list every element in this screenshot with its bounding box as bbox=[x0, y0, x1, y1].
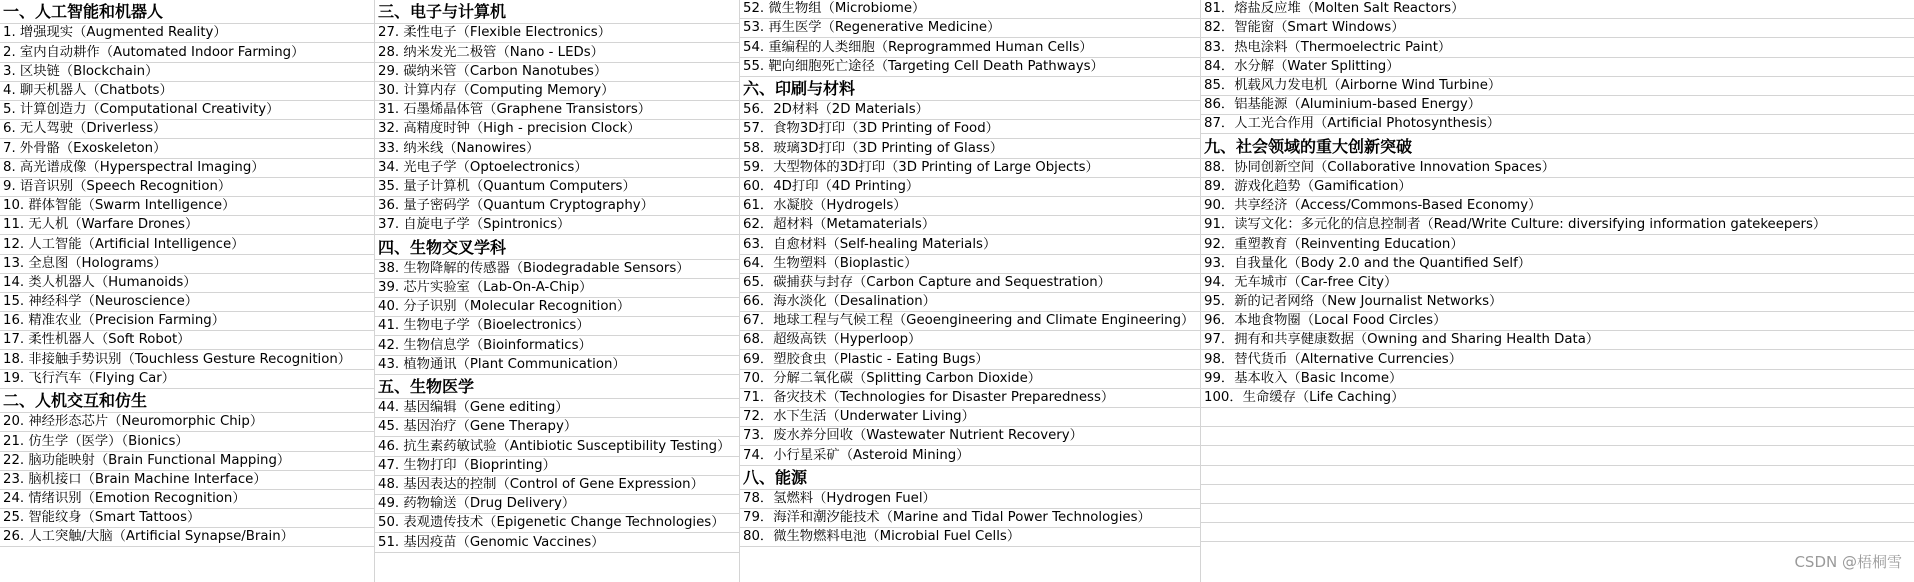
list-item: 22. 脑功能映射（Brain Functional Mapping） bbox=[0, 452, 374, 471]
list-item: 69．塑胶食虫（Plastic - Eating Bugs） bbox=[740, 350, 1200, 369]
list-item: 65．碳捕获与封存（Carbon Capture and Sequestration） bbox=[740, 274, 1200, 293]
list-item: 74．小行星采矿（Asteroid Mining） bbox=[740, 446, 1200, 465]
list-item: 78．氢燃料（Hydrogen Fuel） bbox=[740, 490, 1200, 509]
list-item: 23. 脑机接口（Brain Machine Interface） bbox=[0, 471, 374, 490]
list-item: 28. 纳米发光二极管（Nano - LEDs） bbox=[375, 43, 739, 62]
list-item: 53. 再生医学（Regenerative Medicine） bbox=[740, 19, 1200, 38]
list-item: 87．人工光合作用（Artificial Photosynthesis） bbox=[1201, 115, 1914, 134]
list-item: 8. 高光谱成像（Hyperspectral Imaging） bbox=[0, 159, 374, 178]
section-heading: 六、印刷与材料 bbox=[740, 77, 1200, 101]
section-heading: 二、人机交互和仿生 bbox=[0, 389, 374, 413]
list-item: 54. 重编程的人类细胞（Reprogrammed Human Cells） bbox=[740, 38, 1200, 57]
list-item: 72．水下生活（Underwater Living） bbox=[740, 408, 1200, 427]
list-item: 70．分解二氧化碳（Splitting Carbon Dioxide） bbox=[740, 370, 1200, 389]
list-item: 26. 人工突触/大脑（Artificial Synapse/Brain） bbox=[0, 528, 374, 547]
list-item: 86．铝基能源（Aluminium-based Energy） bbox=[1201, 96, 1914, 115]
list-item: 34. 光电子学（Optoelectronics） bbox=[375, 159, 739, 178]
section-heading: 九、社会领域的重大创新突破 bbox=[1201, 134, 1914, 158]
section-heading: 八、能源 bbox=[740, 466, 1200, 490]
list-item: 67．地球工程与气候工程（Geoengineering and Climate Engineering） bbox=[740, 312, 1200, 331]
list-item: 18. 非接触手势识别（Touchless Gesture Recognition） bbox=[0, 350, 374, 369]
list-item: 89．游戏化趋势（Gamification） bbox=[1201, 178, 1914, 197]
section-heading: 一、人工智能和机器人 bbox=[0, 0, 374, 24]
list-item: 64．生物塑料（Bioplastic） bbox=[740, 255, 1200, 274]
list-item: 59．大型物体的3D打印（3D Printing of Large Objects） bbox=[740, 159, 1200, 178]
list-item: 96．本地食物圈（Local Food Circles） bbox=[1201, 312, 1914, 331]
list-item: 25. 智能纹身（Smart Tattoos） bbox=[0, 509, 374, 528]
list-item: 30. 计算内存（Computing Memory） bbox=[375, 82, 739, 101]
empty-cell bbox=[1201, 504, 1914, 523]
list-item: 52. 微生物组（Microbiome） bbox=[740, 0, 1200, 19]
list-item: 55. 靶向细胞死亡途径（Targeting Cell Death Pathways） bbox=[740, 58, 1200, 77]
list-item: 42. 生物信息学（Bioinformatics） bbox=[375, 336, 739, 355]
empty-cell bbox=[1201, 466, 1914, 485]
list-item: 92．重塑教育（Reinventing Education） bbox=[1201, 235, 1914, 254]
list-item: 4. 聊天机器人（Chatbots） bbox=[0, 82, 374, 101]
column-2 bbox=[375, 0, 740, 582]
list-item: 63．自愈材料（Self-healing Materials） bbox=[740, 235, 1200, 254]
list-item: 29. 碳纳米管（Carbon Nanotubes） bbox=[375, 63, 739, 82]
list-item: 5. 计算创造力（Computational Creativity） bbox=[0, 101, 374, 120]
empty-cell bbox=[1201, 485, 1914, 504]
list-item: 99．基本收入（Basic Income） bbox=[1201, 370, 1914, 389]
list-item: 58．玻璃3D打印（3D Printing of Glass） bbox=[740, 139, 1200, 158]
list-item: 36. 量子密码学（Quantum Cryptography） bbox=[375, 197, 739, 216]
list-item: 62．超材料（Metamaterials） bbox=[740, 216, 1200, 235]
list-item: 79．海洋和潮汐能技术（Marine and Tidal Power Technologies） bbox=[740, 509, 1200, 528]
list-item: 40. 分子识别（Molecular Recognition） bbox=[375, 298, 739, 317]
list-item: 39. 芯片实验室（Lab-On-A-Chip） bbox=[375, 279, 739, 298]
list-item: 93．自我量化（Body 2.0 and the Quantified Self） bbox=[1201, 255, 1914, 274]
watermark: CSDN @梧桐雪 bbox=[1794, 553, 1902, 571]
list-item: 12. 人工智能（Artificial Intelligence） bbox=[0, 235, 374, 254]
list-item: 13. 全息图（Holograms） bbox=[0, 255, 374, 274]
empty-cell bbox=[1201, 408, 1914, 427]
list-item: 84．水分解（Water Splitting） bbox=[1201, 58, 1914, 77]
list-item: 100．生命缓存（Life Caching） bbox=[1201, 389, 1914, 408]
list-item: 17. 柔性机器人（Soft Robot） bbox=[0, 331, 374, 350]
list-item: 41. 生物电子学（Bioelectronics） bbox=[375, 317, 739, 336]
list-item: 73．废水养分回收（Wastewater Nutrient Recovery） bbox=[740, 427, 1200, 446]
list-item: 9. 语音识别（Speech Recognition） bbox=[0, 178, 374, 197]
column-3 bbox=[740, 0, 1201, 582]
list-item: 19. 飞行汽车（Flying Car） bbox=[0, 370, 374, 389]
list-item: 43. 植物通讯（Plant Communication） bbox=[375, 356, 739, 375]
section-heading: 五、生物医学 bbox=[375, 375, 739, 399]
list-item: 95．新的记者网络（New Journalist Networks） bbox=[1201, 293, 1914, 312]
list-item: 80．微生物燃料电池（Microbial Fuel Cells） bbox=[740, 528, 1200, 547]
list-item: 47. 生物打印（Bioprinting） bbox=[375, 457, 739, 476]
list-item: 33. 纳米线（Nanowires） bbox=[375, 139, 739, 158]
list-item: 38. 生物降解的传感器（Biodegradable Sensors） bbox=[375, 260, 739, 279]
list-item: 88．协同创新空间（Collaborative Innovation Spaces） bbox=[1201, 159, 1914, 178]
list-item: 20. 神经形态芯片（Neuromorphic Chip） bbox=[0, 413, 374, 432]
list-item: 45. 基因治疗（Gene Therapy） bbox=[375, 418, 739, 437]
list-item: 16. 精准农业（Precision Farming） bbox=[0, 312, 374, 331]
list-item: 7. 外骨骼（Exoskeleton） bbox=[0, 139, 374, 158]
list-item: 15. 神经科学（Neuroscience） bbox=[0, 293, 374, 312]
list-item: 71．备灾技术（Technologies for Disaster Preparedness） bbox=[740, 389, 1200, 408]
list-item: 81．熔盐反应堆（Molten Salt Reactors） bbox=[1201, 0, 1914, 19]
list-item: 2. 室内自动耕作（Automated Indoor Farming） bbox=[0, 43, 374, 62]
list-item: 50. 表观遗传技术（Epigenetic Change Technologies） bbox=[375, 514, 739, 533]
list-item: 97．拥有和共享健康数据（Owning and Sharing Health Data） bbox=[1201, 331, 1914, 350]
list-item: 6. 无人驾驶（Driverless） bbox=[0, 120, 374, 139]
column-1 bbox=[0, 0, 375, 582]
list-item: 56．2D材料（2D Materials） bbox=[740, 101, 1200, 120]
list-item: 37. 自旋电子学（Spintronics） bbox=[375, 216, 739, 235]
list-item: 32. 高精度时钟（High - precision Clock） bbox=[375, 120, 739, 139]
section-heading: 四、生物交叉学科 bbox=[375, 235, 739, 259]
list-item: 98．替代货币（Alternative Currencies） bbox=[1201, 350, 1914, 369]
list-item: 35. 量子计算机（Quantum Computers） bbox=[375, 178, 739, 197]
list-item: 44. 基因编辑（Gene editing） bbox=[375, 399, 739, 418]
column-4 bbox=[1201, 0, 1914, 582]
empty-cell bbox=[1201, 446, 1914, 465]
list-item: 91．读写文化：多元化的信息控制者（Read/Write Culture: diversifying information gatekeepers） bbox=[1201, 216, 1914, 235]
list-item: 51. 基因疫苗（Genomic Vaccines） bbox=[375, 533, 739, 552]
list-item: 14. 类人机器人（Humanoids） bbox=[0, 274, 374, 293]
list-item: 60．4D打印（4D Printing） bbox=[740, 178, 1200, 197]
list-item: 1. 增强现实（Augmented Reality） bbox=[0, 24, 374, 43]
list-item: 3. 区块链（Blockchain） bbox=[0, 63, 374, 82]
list-item: 90．共享经济（Access/Commons-Based Economy） bbox=[1201, 197, 1914, 216]
list-item: 83．热电涂料（Thermoelectric Paint） bbox=[1201, 38, 1914, 57]
list-item: 31. 石墨烯晶体管（Graphene Transistors） bbox=[375, 101, 739, 120]
list-item: 66．海水淡化（Desalination） bbox=[740, 293, 1200, 312]
list-item: 57．食物3D打印（3D Printing of Food） bbox=[740, 120, 1200, 139]
list-item: 24. 情绪识别（Emotion Recognition） bbox=[0, 490, 374, 509]
list-item: 21. 仿生学（医学）（Bionics） bbox=[0, 432, 374, 451]
list-item: 61．水凝胶（Hydrogels） bbox=[740, 197, 1200, 216]
list-item: 48. 基因表达的控制（Control of Gene Expression） bbox=[375, 476, 739, 495]
list-item: 49. 药物输送（Drug Delivery） bbox=[375, 495, 739, 514]
list-item: 11. 无人机（Warfare Drones） bbox=[0, 216, 374, 235]
list-item: 46. 抗生素药敏试验（Antibiotic Susceptibility Testing） bbox=[375, 437, 739, 456]
list-item: 82．智能窗（Smart Windows） bbox=[1201, 19, 1914, 38]
list-item: 94．无车城市（Car-free City） bbox=[1201, 274, 1914, 293]
empty-cell bbox=[1201, 523, 1914, 542]
list-item: 85．机载风力发电机（Airborne Wind Turbine） bbox=[1201, 77, 1914, 96]
list-item: 27. 柔性电子（Flexible Electronics） bbox=[375, 24, 739, 43]
list-item: 10. 群体智能（Swarm Intelligence） bbox=[0, 197, 374, 216]
list-item: 68．超级高铁（Hyperloop） bbox=[740, 331, 1200, 350]
empty-cell bbox=[1201, 427, 1914, 446]
section-heading: 三、电子与计算机 bbox=[375, 0, 739, 24]
